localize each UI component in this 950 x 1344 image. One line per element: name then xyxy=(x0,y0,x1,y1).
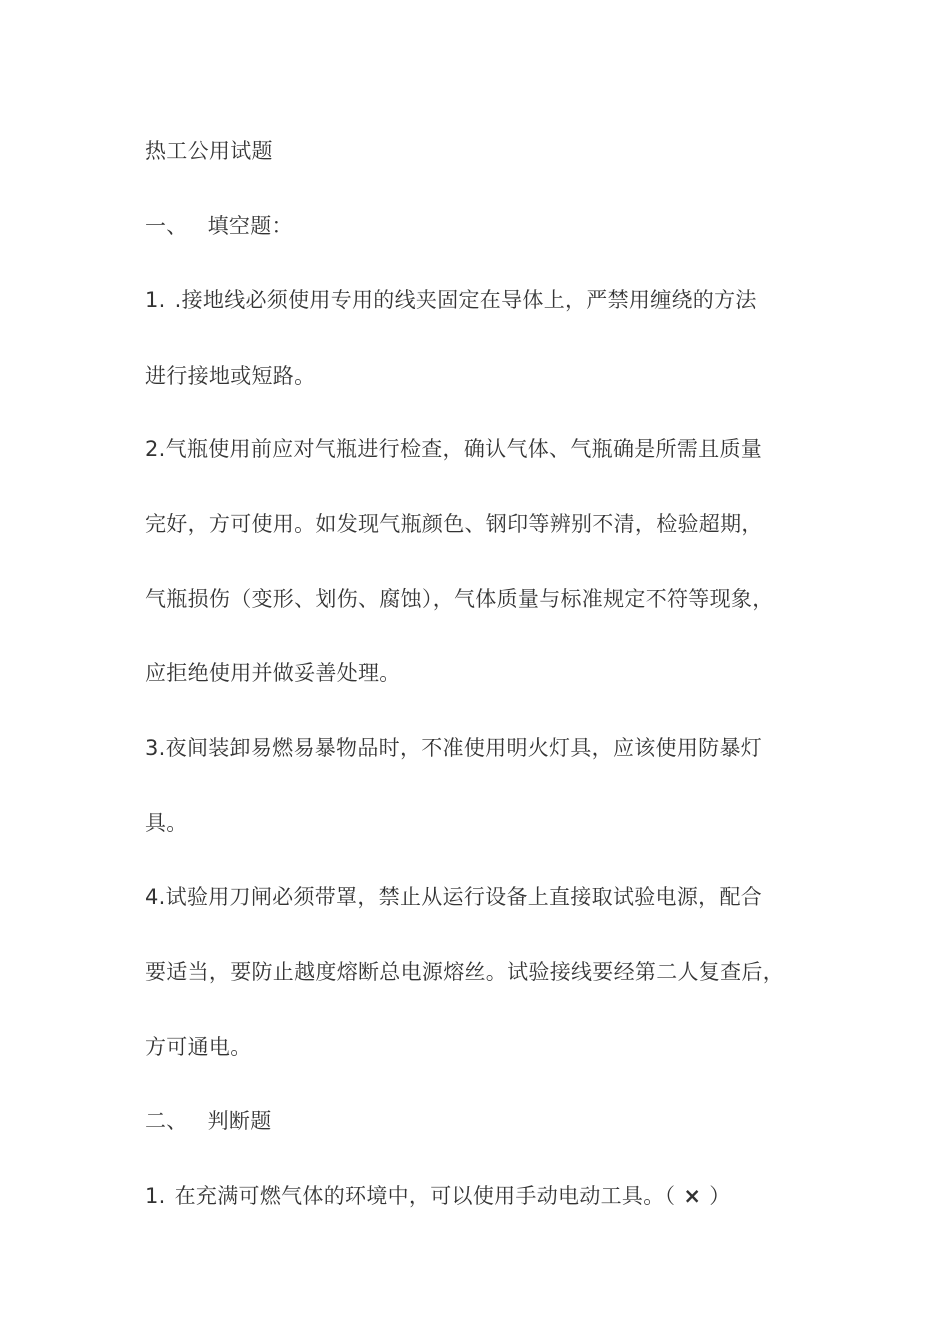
document-title: 热工公用试题 xyxy=(145,139,273,163)
question-text: 试验用刀闸必须带罩，禁止从运行设备上直接取试验电源，配合 xyxy=(165,885,763,909)
answer-mark: × xyxy=(683,1184,702,1208)
paren-close: ） xyxy=(709,1184,731,1208)
question-line: 进行接地或短路。 xyxy=(145,364,316,388)
question-line: 方可通电。 xyxy=(145,1035,252,1059)
question-line: 气瓶损伤（变形、划伤、腐蚀），气体质量与标准规定不符等现象， xyxy=(145,587,774,611)
question-line: 完好，方可使用。如发现气瓶颜色、钢印等辨别不清，检验超期， xyxy=(145,512,763,536)
question-line xyxy=(145,733,762,763)
paren-open: （ xyxy=(664,1184,676,1208)
section-title: 填空题： xyxy=(207,214,293,238)
section-number: 二、 xyxy=(145,1109,188,1133)
question-text: 在充满可燃气体的环境中，可以使用手动电动工具。 xyxy=(174,1184,665,1208)
question-line: 应拒绝使用并做妥善处理。 xyxy=(145,661,401,685)
question-line: 具。 xyxy=(145,811,188,835)
question-number: 2. xyxy=(145,437,166,461)
question-text: 气瓶使用前应对气瓶进行检查，确认气体、气瓶确是所需且质量 xyxy=(165,437,763,461)
question-text: .接地线必须使用专用的线夹固定在导体上，严禁用缠绕的方法 xyxy=(174,288,757,312)
question-text: 夜间装卸易燃易暴物品时，不准使用明火灯具，应该使用防暴灯 xyxy=(165,736,763,760)
section-heading-fill-in xyxy=(145,211,293,241)
section-number: 一、 xyxy=(145,214,188,238)
question-line xyxy=(145,285,757,315)
question-number: 1. xyxy=(145,1184,166,1208)
question-line xyxy=(145,882,762,912)
question-number: 1. xyxy=(145,288,166,312)
question-number: 4. xyxy=(145,885,166,909)
question-number: 3. xyxy=(145,736,166,760)
question-line xyxy=(145,434,762,464)
question-line: 要适当，要防止越度熔断总电源熔丝。试验接线要经第二人复查后， xyxy=(145,960,784,984)
section-title: 判断题 xyxy=(207,1109,272,1133)
judge-question xyxy=(145,1181,731,1211)
section-heading-judge xyxy=(145,1106,272,1136)
